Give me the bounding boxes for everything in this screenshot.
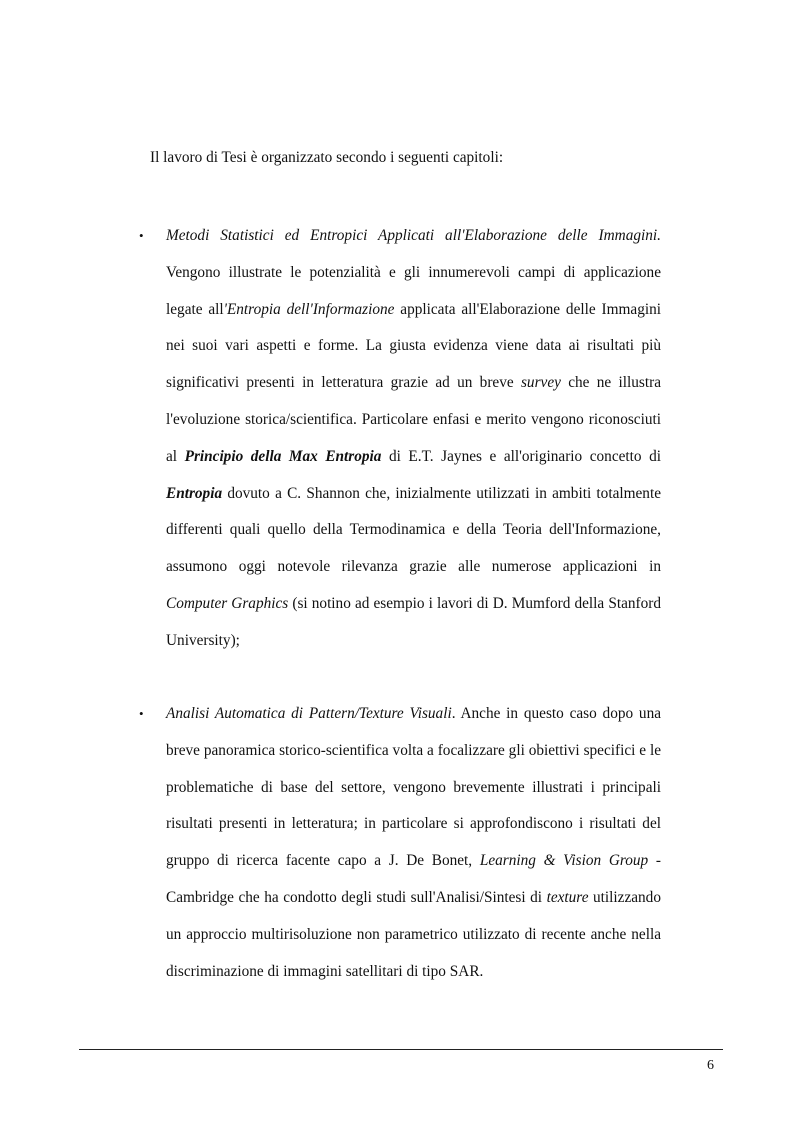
chapter-summary-2 [166,696,661,990]
chapter-title: Metodi Statistici ed Entropici Applicati all'Elaborazione delle Immagini. [166,227,661,244]
body-text: applicata all'Elaborazione delle Immagini nei suoi vari aspetti e forme. La giusta evidenza viene data ai risultati più significativi presenti in letteratura grazie ad un breve [166,300,661,392]
body-text: di E.T. Jaynes e all'originario concetto di [381,447,661,465]
footer-rule [79,1049,723,1050]
body-text: che ne illustra l'evoluzione storica/scientifica. Particolare enfasi e merito vengono riconosciuti al [166,374,661,465]
emphasis-text: Learning & Vision Group [479,852,649,870]
page-number: 6 [707,1058,714,1073]
intro-sentence: Il lavoro di Tesi è organizzato secondo i seguenti capitoli: [150,149,504,166]
bullet-marker: • [139,706,144,721]
body-text: . Anche in questo caso dopo una breve panoramica storico-scientifica volta a focalizzare gli obiettivi specifici e le problematiche di base del settore, vengono brevemente illustrati i principali risultati presenti in letteratura; in particolare si approfondiscono i risultati del gruppo di ricerca facente capo a J. De Bonet, [166,705,662,870]
body-text: - Cambridge che ha condotto degli studi sull'Analisi/Sintesi di [166,852,661,906]
body-text: utilizzando un approccio multirisoluzione non parametrico utilizzato di recente anche nella discriminazione di immagini satellitari di tipo SAR. [166,888,661,980]
emphasis-text: survey [520,374,561,392]
bullet-marker: • [139,228,144,243]
body-text: dovuto a C. Shannon che, inizialmente utilizzati in ambiti totalmente differenti quali quello della Termodinamica e della Teoria dell'Informazione, assumono oggi notevole rilevanza grazie alle numerose applicazioni in [166,484,661,576]
chapter-title: Analisi Automatica di Pattern/Texture Visuali [166,705,452,722]
emphasis-text: Computer Graphics [166,594,289,612]
emphasis-text: texture [546,888,589,906]
chapter-summary-1 [166,218,661,660]
strong-emphasis-text: Principio della Max Entropia [184,447,382,465]
body-text: (si notino ad esempio i lavori di D. Mumford della Stanford University); [166,594,661,649]
strong-emphasis-text: Entropia [166,484,223,502]
body-text: Vengono illustrate le potenzialità e gli innumerevoli campi di applicazione legate all [166,263,661,318]
emphasis-text: 'Entropia dell'Informazione [223,300,395,318]
